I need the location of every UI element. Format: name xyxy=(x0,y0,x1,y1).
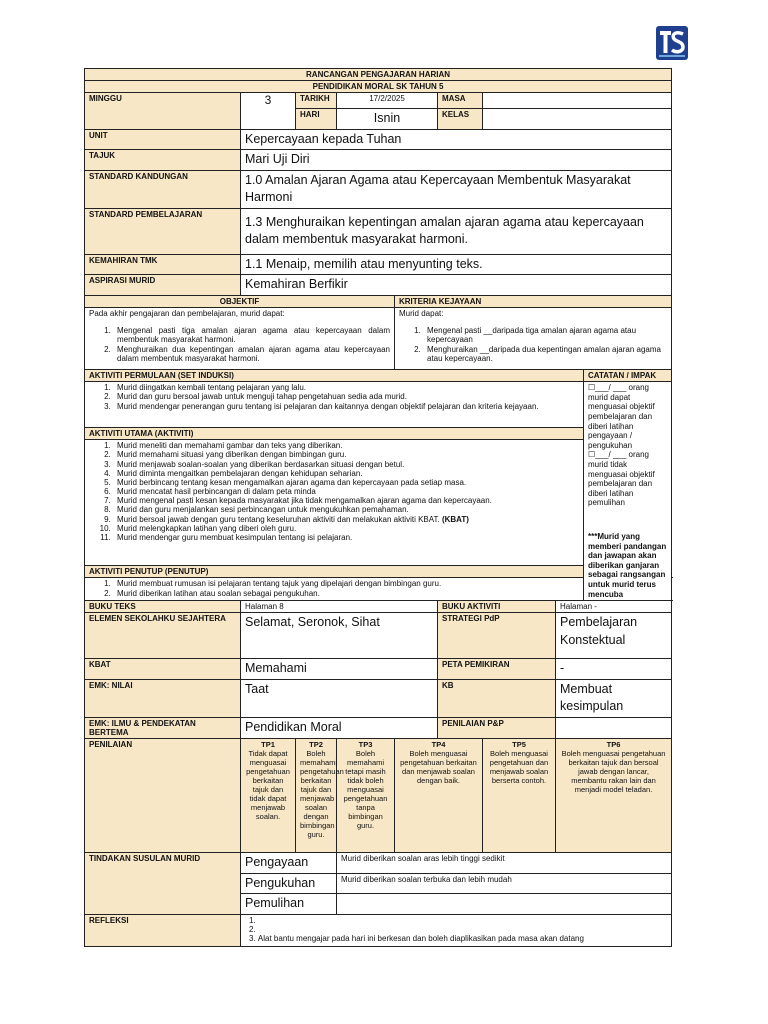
tp6-label: TP6 xyxy=(606,740,621,750)
penutup-item: 2. Murid diberikan latihan atau soalan sebagai pengukuhan. xyxy=(113,589,579,598)
utama-item: 2. Murid memahami situasi yang diberikan dengan bimbingan guru. xyxy=(113,450,579,459)
masa-label: MASA xyxy=(438,93,483,109)
tp6-desc: Boleh menguasai pengetahuan berkaitan tajuk dan bersoal jawab dengan lancar, membantu rakan lain dan menjadi model teladan. xyxy=(561,749,666,795)
tp6-cell xyxy=(556,739,672,853)
tajuk-label: TAJUK xyxy=(85,150,241,171)
tp1-desc: Tidak dapat menguasai pengetahuan berkaitan tajuk dan tidak dapat menjawab soalan. xyxy=(246,749,290,822)
penutup-item: 1. Murid membuat rumusan isi pelajaran tentang tajuk yang dipelajari dengan bimbingan guru. xyxy=(113,579,579,588)
emk-nilai-label: EMK: NILAI xyxy=(85,679,241,717)
tarikh-label: TARIKH xyxy=(296,93,337,109)
tp5-cell xyxy=(483,739,556,853)
kelas-label: KELAS xyxy=(438,109,483,130)
catatan-line-menguasai: ☐___/ ___ orang murid dapat menguasai objektif pembelajaran dan diberi latihan pengayaan / pengukuhan xyxy=(588,383,655,450)
utama-item: 1. Murid meneliti dan memahami gambar dan teks yang diberikan. xyxy=(113,441,579,450)
tindakan-susulan-label: TINDAKAN SUSULAN MURID xyxy=(85,853,241,915)
permulaan-item: 1. Murid diingatkan kembali tentang pelajaran yang lalu. xyxy=(113,383,579,392)
kriteria-content xyxy=(395,308,672,370)
hari-value[interactable]: Isnin xyxy=(337,109,438,130)
permulaan-item: 2. Murid dan guru bersoal jawab untuk menguji tahap pengetahuan sedia ada murid. xyxy=(113,392,579,401)
tp2-desc: Boleh memahami pengetahuan berkaitan tajuk dan menjawab soalan dengan bimbingan guru. xyxy=(300,749,344,840)
penilaian-label: PENILAIAN xyxy=(85,739,241,853)
pengukuhan-value[interactable]: Murid diberikan soalan terbuka dan lebih mudah xyxy=(337,873,672,894)
buku-teks-label: BUKU TEKS xyxy=(85,601,241,613)
refleksi-item xyxy=(245,925,667,934)
school-logo-icon xyxy=(656,26,688,60)
pemulihan-label: Pemulihan xyxy=(241,894,337,915)
document-subtitle: PENDIDIKAN MORAL SK TAHUN 5 xyxy=(85,81,672,93)
objektif-header: OBJEKTIF xyxy=(85,295,395,307)
emk-nilai-value[interactable]: Taat xyxy=(241,679,438,717)
tp3-desc: Boleh memahami tetapi masih tidak boleh menguasai pengetahuan tanpa bimbingan guru. xyxy=(343,749,388,831)
tp4-desc: Boleh menguasai pengetahuan berkaitan dan menjawab soalan dengan baik. xyxy=(400,749,477,786)
utama-item: 5. Murid berbincang tentang kesan mengamalkan ajaran agama dan kepercayaan pada setiap masa. xyxy=(113,478,579,487)
aktiviti-penutup-content xyxy=(85,578,584,601)
objektif-item: 2. Menghuraikan dua kepentingan amalan ajaran agama atau kepercayaan dalam membentuk masyarakat harmoni. xyxy=(113,345,390,363)
strategi-pdp-label: STRATEGI PdP xyxy=(438,613,556,659)
peta-pemikiran-value[interactable]: - xyxy=(556,659,672,680)
standard-pembelajaran-value[interactable]: 1.3 Menghuraikan kepentingan amalan ajaran agama atau kepercayaan dalam membentuk masyarakat harmoni. xyxy=(241,208,672,254)
objektif-intro: Pada akhir pengajaran dan pembelajaran, murid dapat: xyxy=(89,309,285,319)
kbat-tag: (KBAT) xyxy=(441,514,469,524)
utama-item: 4. Murid diminta mengaitkan pembelajaran dengan kehidupan seharian. xyxy=(113,469,579,478)
rph-table xyxy=(84,68,672,947)
peta-pemikiran-label: PETA PEMIKIRAN xyxy=(438,659,556,680)
catatan-header: CATATAN / IMPAK xyxy=(584,370,672,382)
emk-ilmu-label: EMK: ILMU & PENDEKATAN BERTEMA xyxy=(85,717,241,738)
aktiviti-utama-header: AKTIVITI UTAMA (AKTIVITI) xyxy=(85,427,584,440)
tp3-cell xyxy=(337,739,395,853)
unit-label: UNIT xyxy=(85,129,241,150)
aktiviti-penutup-header: AKTIVITI PENUTUP (PENUTUP) xyxy=(85,565,584,578)
aktiviti-permulaan-content xyxy=(85,382,584,427)
aspirasi-murid-value[interactable]: Kemahiran Berfikir xyxy=(241,275,672,296)
standard-pembelajaran-label: STANDARD PEMBELAJARAN xyxy=(85,208,241,254)
catatan-note: ***Murid yang memberi pandangan dan jawapan akan diberikan ganjaran sebagai rangsangan untuk murid terus mencuba xyxy=(588,531,667,599)
tp5-label: TP5 xyxy=(512,740,526,750)
refleksi-item: 3. Alat bantu mengajar pada hari ini berkesan dan boleh diaplikasikan pada masa akan datang xyxy=(245,934,667,943)
pemulihan-value[interactable] xyxy=(337,894,672,915)
tp2-label: TP2 xyxy=(309,740,323,750)
refleksi-content[interactable] xyxy=(241,914,672,946)
tp3-label: TP3 xyxy=(358,740,373,750)
tp4-label: TP4 xyxy=(431,740,446,750)
kemahiran-tmk-value[interactable]: 1.1 Menaip, memilih atau menyunting teks. xyxy=(241,254,672,275)
hari-label: HARI xyxy=(296,109,337,130)
buku-aktiviti-label: BUKU AKTIVITI xyxy=(438,601,556,613)
utama-item: 11. Murid mendengar guru membuat kesimpulan tentang isi pelajaran. xyxy=(113,533,579,542)
tp1-label: TP1 xyxy=(261,740,275,750)
utama-item: 7. Murid mengenal pasti kesan kepada masyarakat jika tidak mengamalkan ajaran agama dan kepercayaan. xyxy=(113,496,579,505)
masa-value[interactable] xyxy=(483,93,672,109)
minggu-value[interactable]: 3 xyxy=(241,93,296,130)
kriteria-intro: Murid dapat: xyxy=(399,309,444,319)
pengayaan-value[interactable]: Murid diberikan soalan aras lebih tinggi sedikit xyxy=(337,853,672,874)
kb-value[interactable]: Membuat kesimpulan xyxy=(556,679,672,717)
tp4-cell xyxy=(395,739,483,853)
buku-teks-value[interactable]: Halaman 8 xyxy=(241,601,438,613)
minggu-label: MINGGU xyxy=(85,93,241,130)
pengayaan-label: Pengayaan xyxy=(241,853,337,874)
tarikh-value[interactable]: 17/2/2025 xyxy=(337,93,438,109)
utama-item: 6. Murid mencatat hasil perbincangan di dalam peta minda xyxy=(113,487,579,496)
tajuk-value[interactable]: Mari Uji Diri xyxy=(241,150,672,171)
utama-item-text: Murid bersoal jawab dengan guru tentang keseluruhan aktiviti dan melakukan aktiviti KBAT. xyxy=(117,514,440,524)
emk-ilmu-value[interactable]: Pendidikan Moral xyxy=(241,717,438,738)
refleksi-item xyxy=(245,916,667,925)
tp5-desc: Boleh menguasai pengetahuan dan menjawab soalan berserta contoh. xyxy=(489,749,549,786)
utama-item-kbat xyxy=(113,515,579,524)
kriteria-item: 2. Menghuraikan __daripada dua kepentingan amalan ajaran agama atau kepercayaan. xyxy=(423,345,667,363)
aspirasi-murid-label: ASPIRASI MURID xyxy=(85,275,241,296)
utama-item: 10. Murid melengkapkan latihan yang diberi oleh guru. xyxy=(113,524,579,533)
pengukuhan-label: Pengukuhan xyxy=(241,873,337,894)
buku-aktiviti-value[interactable]: Halaman - xyxy=(556,601,672,613)
tp2-cell xyxy=(296,739,344,853)
kb-label: KB xyxy=(438,679,556,717)
permulaan-item: 3. Murid mendengar penerangan guru tentang isi pelajaran dan kaitannya dengan objektif pelajaran dan kriteria kejayaan. xyxy=(113,402,579,411)
utama-item: 8. Murid dan guru menjalankan sesi perbincangan untuk mengukuhkan pemahaman. xyxy=(113,505,579,514)
unit-value[interactable]: Kepercayaan kepada Tuhan xyxy=(241,129,672,150)
utama-item: 3. Murid menjawab soalan-soalan yang diberikan berdasarkan situasi dengan betul. xyxy=(113,460,579,469)
standard-kandungan-label: STANDARD KANDUNGAN xyxy=(85,170,241,208)
kbat-value[interactable]: Memahami xyxy=(241,659,438,680)
strategi-pdp-value[interactable]: Pembelajaran Konstektual xyxy=(556,613,672,659)
penilaian-pdp-label: PENILAIAN P&P xyxy=(438,717,556,738)
standard-kandungan-value[interactable]: 1.0 Amalan Ajaran Agama atau Kepercayaan Membentuk Masyarakat Harmoni xyxy=(241,170,672,208)
tp1-cell xyxy=(241,739,296,853)
kelas-value[interactable] xyxy=(483,109,672,130)
elemen-sekolahku-label: ELEMEN SEKOLAHKU SEJAHTERA xyxy=(85,613,241,659)
refleksi-label: REFLEKSI xyxy=(85,914,241,946)
aktiviti-permulaan-header: AKTIVITI PERMULAAN (SET INDUKSI) xyxy=(85,370,584,382)
penilaian-pdp-value[interactable] xyxy=(556,717,672,738)
kemahiran-tmk-label: KEMAHIRAN TMK xyxy=(85,254,241,275)
kriteria-item: 1. Mengenal pasti __daripada tiga amalan ajaran agama atau kepercayaan xyxy=(423,326,667,344)
catatan-impak-content xyxy=(584,382,672,601)
kriteria-header: KRITERIA KEJAYAAN xyxy=(395,295,672,307)
objektif-item: 1. Mengenal pasti tiga amalan ajaran agama atau kepercayaan dalam membentuk masyarakat harmoni. xyxy=(113,326,390,344)
document-title: RANCANGAN PENGAJARAN HARIAN xyxy=(85,69,672,81)
kbat-label: KBAT xyxy=(85,659,241,680)
elemen-sekolahku-value[interactable]: Selamat, Seronok, Sihat xyxy=(241,613,438,659)
aktiviti-utama-content xyxy=(85,440,584,566)
objektif-content xyxy=(85,308,395,370)
catatan-line-tidak-menguasai: ☐___/ ___ orang murid tidak menguasai objektif pembelajaran dan diberi latihan pemulihan xyxy=(588,450,655,508)
